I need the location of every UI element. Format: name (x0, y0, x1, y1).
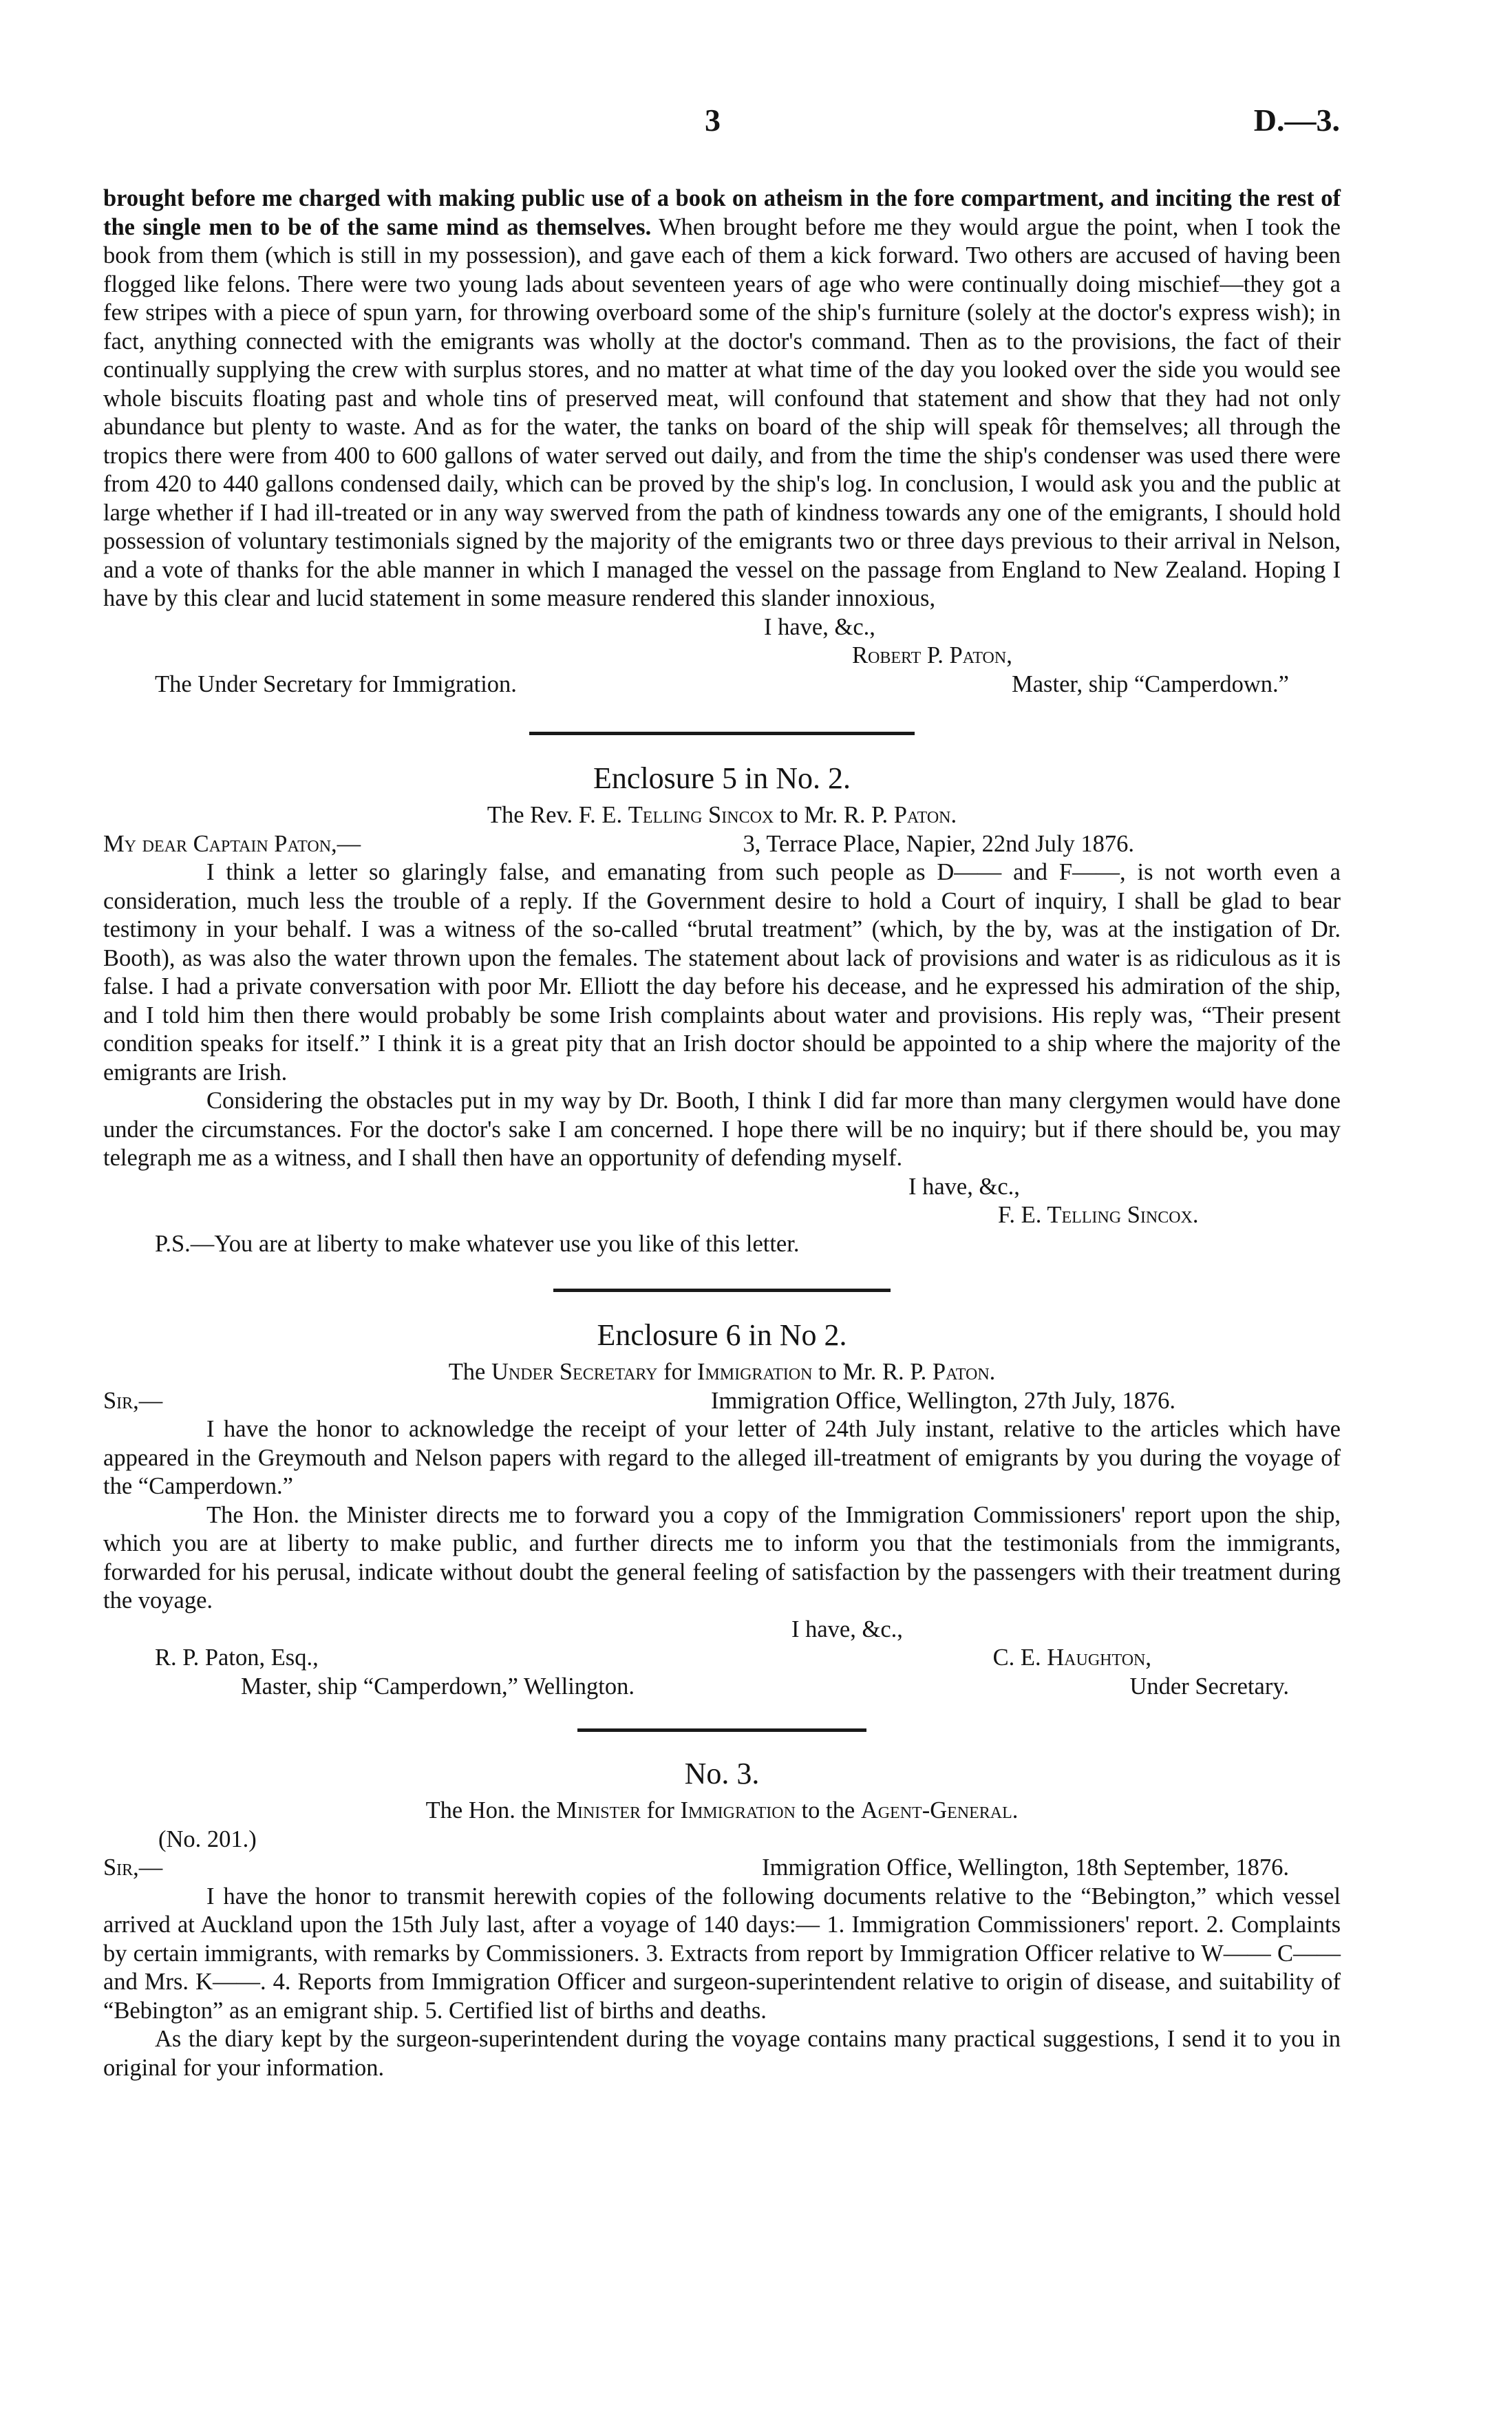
subtitle-name: Minister (556, 1797, 641, 1823)
subtitle-text: for (640, 1797, 681, 1823)
enclosure-5-heading-row (103, 830, 1341, 859)
subtitle-text: The Rev. F. E. (487, 802, 628, 828)
no-3-para-1: I have the honor to transmit herewith copies of the following documents relative to the “Bebington,” which vessel arrived at Auckland upon the 15th July last, after a voyage of 140 days:— 1. Immigration Commissioners' report. 2. Complaints by certain immigrants, with remarks by Commissioners. 3. Extracts from report by Immigration Officer relative to W—— C—— and Mrs. K——. 4. Reports from Immigration Officer and surgeon-superintendent relative to origin of disease, and suitability of “Bebington” as an emigrant ship. 5. Certified list of births and deaths. (103, 1883, 1341, 2024)
subtitle-text: . (950, 802, 957, 828)
no-3-heading-row (103, 1854, 1341, 1883)
enclosure-6-recipient-line2: Master, ship “Camperdown,” Wellington. (241, 1673, 635, 1700)
enclosure-6-subtitle (103, 1358, 1341, 1387)
letter-footer-row (103, 670, 1341, 699)
letter-addressee: The Under Secretary for Immigration. (155, 670, 517, 697)
subtitle-text: . (989, 1359, 996, 1385)
enclosure-5 (103, 760, 1341, 1258)
no-3-subtitle (103, 1797, 1341, 1826)
no-3-title: No. 3. (684, 1757, 760, 1790)
enclosure-5-para-2: Considering the obstacles put in my way by Dr. Booth, I think I did far more than many clergymen would have done under the circumstances. For the doctor's sake I am concerned. I hope there will be no inquiry; but if there should be, you may telegraph me as a witness, and I shall then have an opportunity of defending myself. (103, 1088, 1341, 1171)
enclosure-6-closing: I have, &c., (791, 1616, 903, 1642)
enclosure-6-signer-title: Under Secretary. (1129, 1673, 1289, 1700)
subtitle-text: for (657, 1359, 697, 1385)
document-no-3 (103, 1755, 1341, 2082)
enclosure-6-para-2: The Hon. the Minister directs me to forward you a copy of the Immigration Commissioners' report upon the ship, which you are at liberty to make public, and further directs me to inform you that the testimonials from the immigrants, forwarded for his perusal, indicate without doubt the general feeling of satisfaction by the passengers with their treatment during the voyage. (103, 1501, 1341, 1613)
enclosure-5-postscript: P.S.—You are at liberty to make whatever use you like of this letter. (155, 1230, 800, 1257)
enclosure-5-closing: I have, &c., (908, 1173, 1020, 1200)
subtitle-name: Paton (893, 802, 951, 828)
section-divider (577, 1728, 866, 1732)
enclosure-5-signature: F. E. Telling Sincox. (998, 1202, 1199, 1228)
enclosure-6-signature: C. E. Haughton, (992, 1644, 1151, 1671)
section-divider (553, 1289, 891, 1292)
letter-body (103, 184, 1341, 613)
subtitle-text: The (448, 1359, 491, 1385)
page-content (103, 184, 1341, 2082)
no-3-salutation: Sir,— (103, 1854, 163, 1881)
enclosure-5-address: 3, Terrace Place, Napier, 22nd July 1876. (743, 830, 1134, 857)
no-3-address: Immigration Office, Wellington, 18th September, 1876. (762, 1854, 1289, 1881)
enclosure-6-salutation: Sir,— (103, 1387, 163, 1414)
subtitle-name: Telling Sincox (628, 802, 774, 828)
section-divider (529, 732, 915, 735)
enclosure-5-subtitle (103, 801, 1341, 830)
letter-body-rest: When brought before me they would argue the point, when I took the book from them (which is still in my possession), and gave each of them a kick forward. Two others are accused of having been flogged like felons. There were two young lads about seventeen years of age who were continually doing mischief—they got a few stripes with a piece of spun yarn, for throwing overboard some of the ship's furniture (solely at the doctor's express wish); in fact, anything connected with the emigrants was wholly at the doctor's command. Then as to the provisions, the fact of their continually supplying the crew with surplus stores, and no matter at what time of the day you looked over the side you would see whole biscuits floating past and whole tins of preserved meat, will confound that statement and show that they had not only abundance but plenty to waste. And as for the water, the tanks on board of the ship will speak fôr themselves; all through the tropics there were from 400 to 600 gallons of water served out daily, and from the time the ship's condenser was used there were from 420 to 440 gallons condensed daily, which can be proved by the ship's log. In conclusion, I would ask you and the public at large whether if I had ill-treated or in any way swerved from the path of kindness towards any one of the emigrants, I should hold possession of voluntary testimonials signed by the majority of the emigrants two or three days previous to their arrival in Nelson, and a vote of thanks for the able manner in which I managed the vessel on the passage from England to New Zealand. Hoping I have by this clear and lucid statement in some measure rendered this slander innoxious, (103, 213, 1341, 611)
letter-signer-title: Master, ship “Camperdown.” (1012, 670, 1289, 697)
subtitle-text: The Hon. the (425, 1797, 557, 1823)
enclosure-5-salutation: My dear Captain Paton,— (103, 830, 361, 857)
subtitle-text: . (1012, 1797, 1019, 1823)
no-3-reference: (No. 201.) (158, 1826, 257, 1852)
letter-body-lead: brought before me charged with making public use of a book on atheism in the fore compartment, and inciting the rest of the single men to be of the same mind as themselves. (103, 185, 1341, 240)
enclosure-6-title: Enclosure 6 in No 2. (597, 1318, 847, 1352)
enclosure-6-title-row (103, 1673, 1341, 1702)
document-reference: D.—3. (1253, 103, 1340, 138)
subtitle-name: Agent-General (860, 1797, 1012, 1823)
enclosure-5-para-1: I think a letter so glaringly false, and emanating from such people as D—— and F——, is not worth even a consideration, much less the trouble of a reply. If the Government desire to hold a Court of inquiry, I shall be glad to bear testimony in your behalf. I was a witness of the so-called “brutal treatment” (which, by the by, was at the instigation of Dr. Booth), as was also the water thrown upon the females. The statement about lack of provisions and water is as ridiculous as it is false. I had a private conversation with poor Mr. Elliott the day before his decease, and he expressed his admiration of the ship, and I told him then there would probably be some Irish complaints about water and provisions. His reply was, “Their present condition speaks for itself.” I think it is a great pity that an Irish doctor should be appointed to a ship where the majority of the emigrants are Irish. (103, 859, 1341, 1086)
enclosure-5-title: Enclosure 5 in No. 2. (593, 761, 851, 795)
enclosure-6-recipient: R. P. Paton, Esq., (155, 1644, 319, 1671)
enclosure-6-para-1: I have the honor to acknowledge the receipt of your letter of 24th July instant, relative to the articles which have appeared in the Greymouth and Nelson papers with regard to the alleged ill-treatment of emigrants by you during the voyage of the “Camperdown.” (103, 1416, 1341, 1499)
letter-paton-continuation (103, 184, 1341, 699)
subtitle-name: Paton (932, 1359, 990, 1385)
page-header (0, 102, 1512, 143)
enclosure-6-address: Immigration Office, Wellington, 27th July, 1876. (710, 1387, 1175, 1414)
subtitle-text: to the (795, 1797, 861, 1823)
page-number: 3 (705, 103, 721, 138)
letter-closing: I have, &c., (764, 613, 875, 640)
enclosure-6-signature-row (103, 1644, 1341, 1673)
no-3-para-2: As the diary kept by the surgeon-superintendent during the voyage contains many practical suggestions, I send it to you in original for your information. (103, 2026, 1341, 2081)
enclosure-6-heading-row (103, 1387, 1341, 1416)
subtitle-name: Immigration (680, 1797, 796, 1823)
letter-signature: Robert P. Paton, (852, 642, 1012, 668)
subtitle-name: Immigration (696, 1359, 813, 1385)
subtitle-name: Under Secretary (491, 1359, 658, 1385)
subtitle-text: to Mr. R. P. (812, 1359, 933, 1385)
enclosure-6 (103, 1317, 1341, 1701)
subtitle-text: to Mr. R. P. (774, 802, 894, 828)
